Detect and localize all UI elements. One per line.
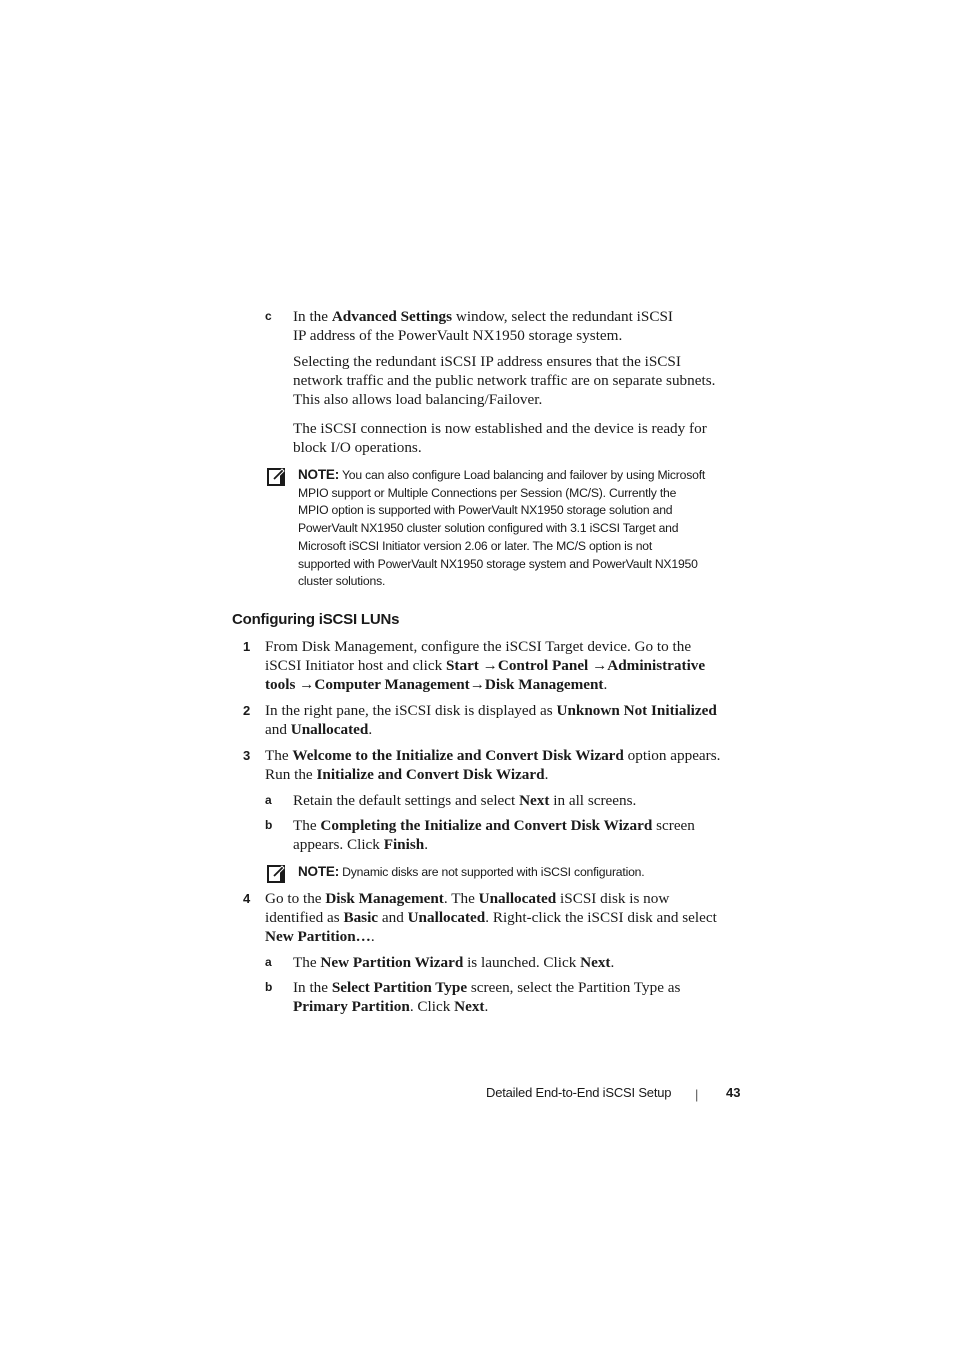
page-number: 43 xyxy=(726,1085,741,1100)
footer-title: Detailed End-to-End iSCSI Setup xyxy=(486,1085,672,1100)
paragraph-line: The iSCSI connection is now established and the device is ready for xyxy=(293,420,707,437)
step-3-line1: The Welcome to the Initialize and Convert Disk Wizard option appears. xyxy=(265,747,721,764)
step-3b-text xyxy=(293,816,753,854)
step-4-line1: Go to the Disk Management. The Unallocated iSCSI disk is now xyxy=(265,890,670,907)
step-2-line1: In the right pane, the iSCSI disk is displayed as Unknown Not Initialized xyxy=(265,702,717,719)
paragraph-line: This also allows load balancing/Failover. xyxy=(293,391,543,408)
note-1-line: MPIO support or Multiple Connections per Session (MC/S). Currently the xyxy=(298,485,677,500)
step-3-text xyxy=(265,746,755,784)
note-1-line: PowerVault NX1950 cluster solution configured with 3.1 iSCSI Target and xyxy=(298,521,679,536)
step-1-text xyxy=(265,637,755,694)
footer-separator: | xyxy=(695,1087,699,1102)
step-1-marker: 1 xyxy=(243,639,251,654)
step-3b-line2: appears. Click Finish. xyxy=(293,836,429,853)
step-2-marker: 2 xyxy=(243,703,251,718)
paragraph-line: Selecting the redundant iSCSI IP address ensures that the iSCSI xyxy=(293,353,681,370)
step-4b-marker: b xyxy=(265,980,273,994)
pencil-note-icon xyxy=(266,864,286,884)
section-heading: Configuring iSCSI LUNs xyxy=(232,611,400,628)
step-3b-marker: b xyxy=(265,818,273,832)
step-1-line1: From Disk Management, configure the iSCSI Target device. Go to the xyxy=(265,638,692,655)
step-c-text xyxy=(293,307,753,345)
step-c-marker: c xyxy=(265,309,272,323)
paragraph-line: network traffic and the public network traffic are on separate subnets. xyxy=(293,372,716,389)
step-3a-text: Retain the default settings and select Next in all screens. xyxy=(293,792,637,809)
note-label: NOTE: xyxy=(298,467,339,482)
step-1-line2: iSCSI Initiator host and click Start →Control Panel →Administrative xyxy=(265,657,706,674)
note-1-line: Microsoft iSCSI Initiator version 2.06 or later. The MC/S option is not xyxy=(298,538,653,553)
step-4b-line2: Primary Partition. Click Next. xyxy=(293,998,489,1015)
established-paragraph xyxy=(293,419,753,457)
note-1-line: cluster solutions. xyxy=(298,574,386,589)
step-4-line3: New Partition…. xyxy=(265,928,375,945)
step-2-line2: and Unallocated. xyxy=(265,721,373,738)
note-1-line: supported with PowerVault NX1950 storage system and PowerVault NX1950 xyxy=(298,556,698,571)
step-c-line1: In the Advanced Settings window, select the redundant iSCSI xyxy=(293,308,673,325)
step-c-line2: IP address of the PowerVault NX1950 storage system. xyxy=(293,327,623,344)
step-2-text xyxy=(265,701,755,739)
note-1-line1: NOTE: You can also configure Load balancing and failover by using Microsoft xyxy=(298,467,706,482)
pencil-note-icon xyxy=(266,467,286,487)
step-4-text xyxy=(265,889,755,946)
selecting-paragraph xyxy=(293,352,753,409)
step-4b-line1: In the Select Partition Type screen, select the Partition Type as xyxy=(293,979,681,996)
note-1 xyxy=(298,466,758,591)
step-4b-text xyxy=(293,978,753,1016)
paragraph-line: block I/O operations. xyxy=(293,439,422,456)
step-4-line2: identified as Basic and Unallocated. Right-click the iSCSI disk and select xyxy=(265,909,717,926)
step-3-marker: 3 xyxy=(243,748,251,763)
step-1-line3: tools →Computer Management→Disk Management. xyxy=(265,676,608,693)
step-3-line2: Run the Initialize and Convert Disk Wizard. xyxy=(265,766,549,783)
note-2: NOTE: Dynamic disks are not supported with iSCSI configuration. xyxy=(298,864,645,879)
step-3b-line1: The Completing the Initialize and Convert Disk Wizard screen xyxy=(293,817,695,834)
note-label: NOTE: xyxy=(298,864,339,879)
note-1-line: MPIO option is supported with PowerVault NX1950 storage solution and xyxy=(298,503,673,518)
step-3a-marker: a xyxy=(265,793,272,807)
step-4a-marker: a xyxy=(265,955,272,969)
step-4-marker: 4 xyxy=(243,891,251,906)
step-4a-text: The New Partition Wizard is launched. Click Next. xyxy=(293,954,615,971)
